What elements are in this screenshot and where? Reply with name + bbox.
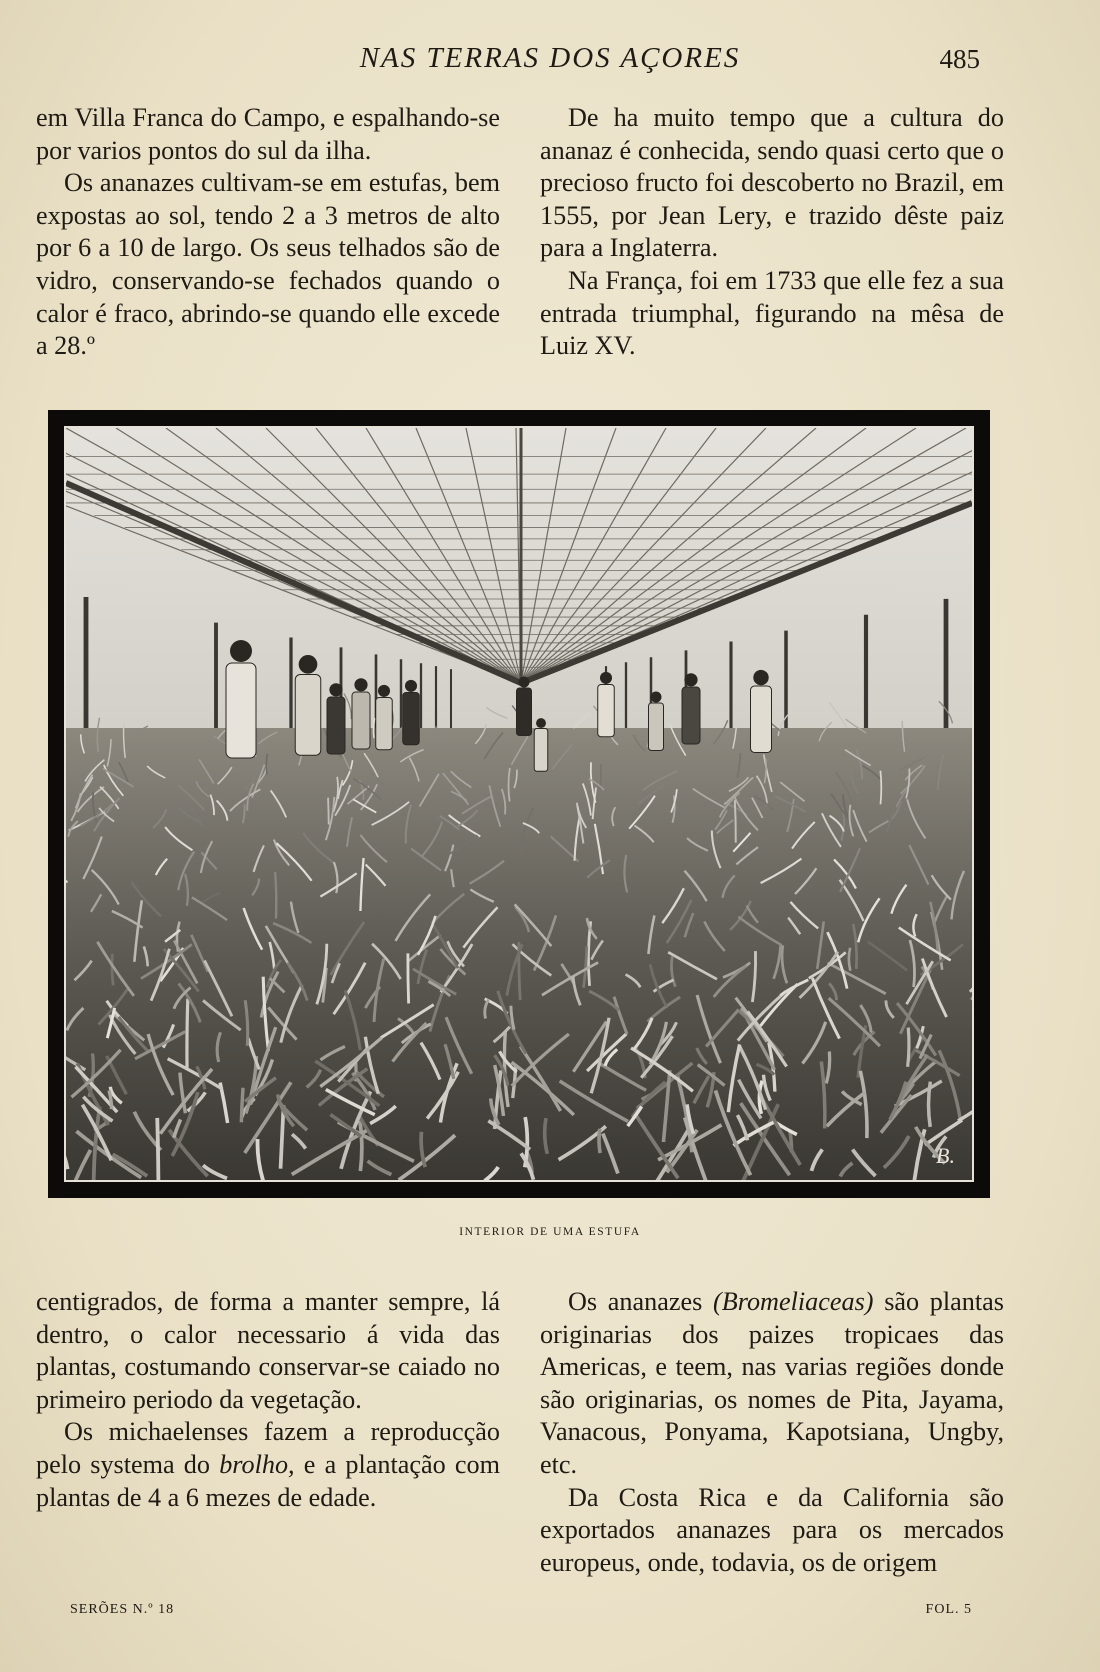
greenhouse-photo	[64, 426, 974, 1182]
italic-term: brolho,	[219, 1449, 295, 1479]
paragraph: De ha muito tempo que a cultura do ananaz é conhecida, sendo quasi certo que o precioso fructo foi descoberto no Brazil, em 1555, por Jean Lery, e trazido dêste paiz para a Inglaterra.	[540, 103, 1004, 263]
paragraph: Os michaelenses fazem a reproducção pelo systema do brolho, e a plantação com plantas de 4 a 6 mezes de edade.	[36, 1417, 500, 1512]
column-bottom-left	[36, 1286, 500, 1514]
paragraph: centigrados, de forma a manter sempre, lá dentro, o calor necessario á vida das plantas, costumando conservar-se caiado no primeiro periodo da vegetação.	[36, 1287, 500, 1414]
column-bottom-right	[540, 1286, 1004, 1579]
column-top-right	[540, 102, 1004, 363]
footer-folio: FOL. 5	[925, 1602, 972, 1617]
italic-term: (Bromeliaceas)	[713, 1287, 874, 1316]
paragraph: Os ananazes cultivam-se em estufas, bem expostas ao sol, tendo 2 a 3 metros de alto por 6 a 10 de largo. Os seus telhados são de vidro, conservando-se fechados quando o calor é fraco, abrindo-se quando elle excede a 28.º	[36, 168, 500, 361]
paragraph: Da Costa Rica e da California são exportados ananazes para os mercados europeus, onde, todavia, os de origem	[540, 1482, 1004, 1577]
paragraph: Os ananazes (Bromeliaceas) são plantas originarias dos paizes tropicaes das Americas, e teem, nas varias regiões donde são originarias, os nomes de Pita, Jayama, Vanacous, Ponyama, Kapotsiana, Ungby, etc.	[540, 1287, 1004, 1479]
footer-issue: SERÕES N.º 18	[70, 1602, 175, 1617]
page-number: 485	[939, 44, 980, 74]
column-top-left	[36, 102, 500, 363]
paragraph: em Villa Franca do Campo, e espalhando-se por varios pontos do sul da ilha.	[36, 103, 500, 165]
photo-signature: B.	[936, 1143, 955, 1168]
running-head	[0, 42, 1100, 82]
running-title: NAS TERRAS DOS AÇORES	[359, 42, 741, 74]
photo-frame	[48, 410, 990, 1198]
figure-caption: INTERIOR DE UMA ESTUFA	[459, 1226, 641, 1238]
paragraph: Na França, foi em 1733 que elle fez a sua entrada triumphal, figurando na mêsa de Luiz XV.	[540, 265, 1004, 361]
